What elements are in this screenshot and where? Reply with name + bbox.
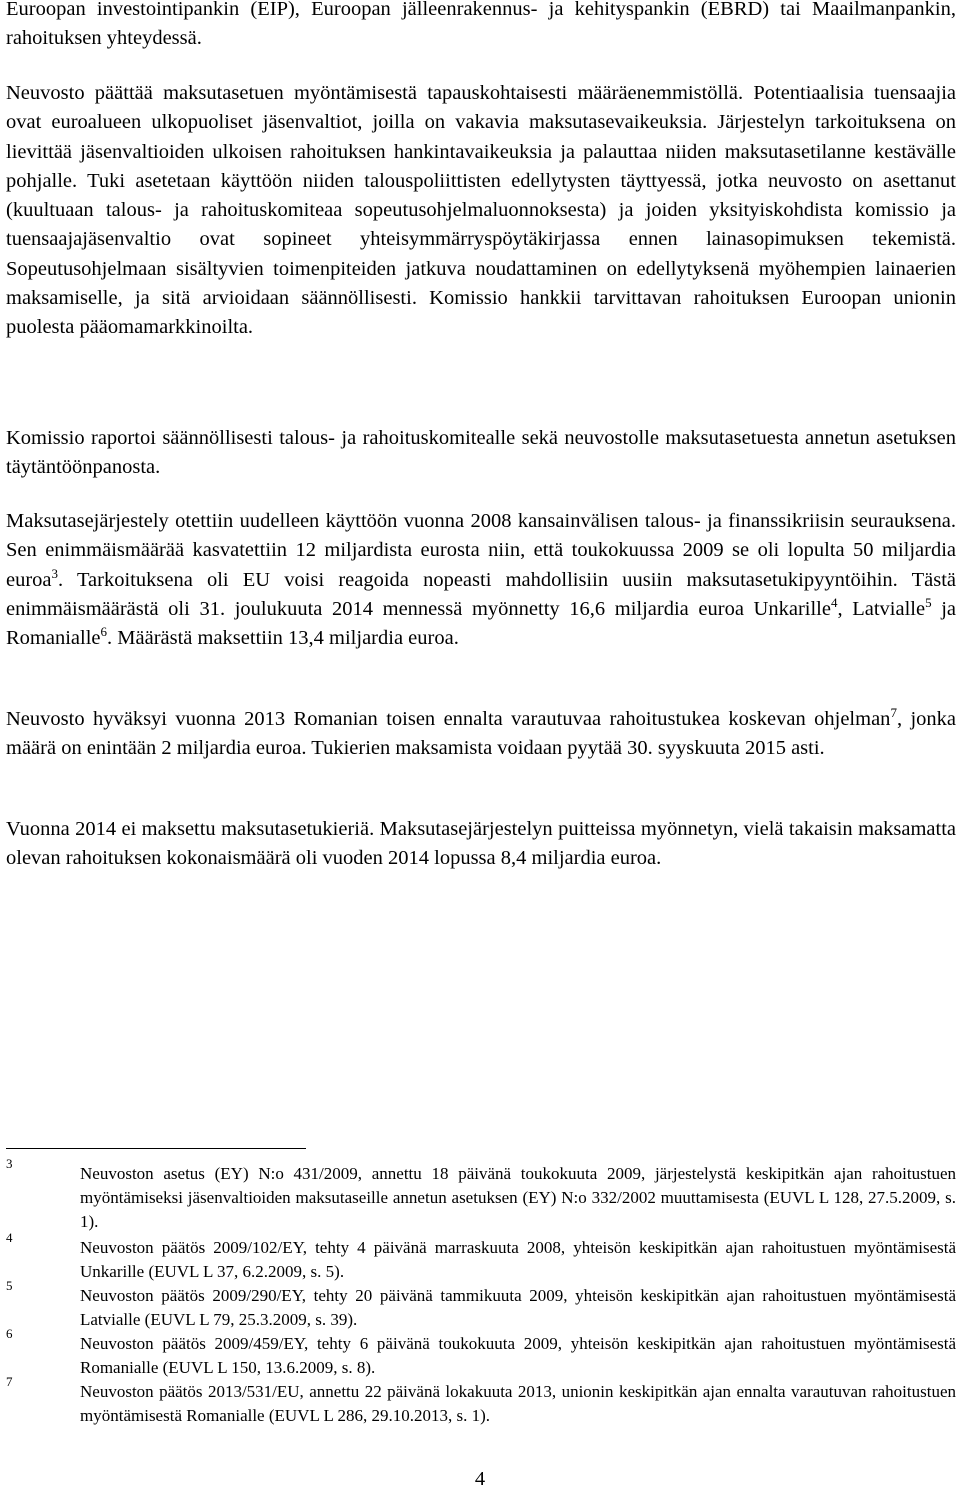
footnote-number: 4	[6, 1230, 13, 1245]
footnote-ref-6[interactable]: 6	[100, 624, 108, 640]
footnote-number: 5	[6, 1278, 13, 1293]
footnote-text: Neuvoston päätös 2013/531/EU, annettu 22 päivänä lokakuuta 2013, unionin keskipitkän ajan ennalta varautuvan rahoitustuen myöntämisestä Romanialle (EUVL L 286, 29.10.2013, s. 1).	[80, 1382, 956, 1425]
footnote-text: Neuvoston asetus (EY) N:o 431/2009, annettu 18 päivänä toukokuuta 2009, järjestelystä keskipitkän ajan rahoitustuen myöntämiseksi jäsenvaltioiden maksutaseille annetun asetuksen (EY) N:o 332/2002 muuttamisesta (EUVL L 128, 27.5.2009, s. 1).	[80, 1164, 956, 1231]
page-number: 4	[474, 1468, 486, 1490]
footnote-number: 3	[6, 1156, 13, 1171]
footnote-text: Neuvoston päätös 2009/290/EY, tehty 20 päivänä tammikuuta 2009, yhteisön keskipitkän ajan rahoitustuen myöntämisestä Latvialle (EUVL L 79, 25.3.2009, s. 39).	[80, 1286, 956, 1329]
paragraph-2014-summary: Vuonna 2014 ei maksettu maksutasetukieriä. Maksutasejärjestelyn puitteissa myönnetyn, vielä takaisin maksamatta olevan rahoituksen kokonaismäärä oli vuoden 2014 lopussa 8,4 miljardia euroa.	[6, 818, 956, 870]
footnote-ref-3[interactable]: 3	[51, 565, 59, 581]
footnote-text: Neuvoston päätös 2009/102/EY, tehty 4 päivänä marraskuuta 2008, yhteisön keskipitkän ajan rahoitustuen myöntämisestä Unkarille (EUVL L 37, 6.2.2009, s. 5).	[80, 1238, 956, 1281]
footnote-ref-4[interactable]: 4	[830, 595, 838, 611]
paragraph-text: , Latvialle	[837, 597, 926, 620]
footnote-number: 7	[6, 1374, 13, 1389]
paragraph-text: . Tarkoituksena oli EU voisi reagoida nopeasti mahdollisiin uusiin maksutasetukipyyntöihin. Tästä enimmäismäärästä oli 31. joulukuuta 2014 mennessä myönnetty 16,6 miljardia euroa Unkarille	[6, 568, 956, 620]
paragraph-text: Neuvosto hyväksyi vuonna 2013 Romanian toisen ennalta varautuvaa rahoitustukea koskevan ohjelman	[6, 708, 891, 730]
footnote-ref-5[interactable]: 5	[925, 595, 932, 611]
paragraph-text: , jonka määrä on enintään 2 miljardia euroa. Tukierien maksamista voidaan pyytää 30. syyskuuta 2015 asti.	[6, 708, 957, 760]
footnote-number: 6	[6, 1326, 13, 1341]
paragraph-romania-2013	[6, 705, 956, 764]
paragraph-text: ja Romanialle	[6, 597, 956, 650]
paragraph-commission-reporting: Komissio raportoi säännöllisesti talous- ja rahoituskomitealle sekä neuvostolle maksutasetuesta annetun asetuksen täytäntöönpanosta.	[6, 427, 956, 479]
paragraph-text: . Määrästä maksettiin 13,4 miljardia euroa.	[107, 627, 459, 650]
paragraph-2008-reactivation	[6, 507, 956, 653]
footnote-separator	[6, 1148, 306, 1149]
paragraph-text: Maksutasejärjestely otettiin uudelleen käyttöön vuonna 2008 kansainvälisen talous- ja finanssikriisin seurauksena. Sen enimmäismäärää kasvatettiin 12 miljardista eurosta niin, että toukokuussa 2009 se oli lopulta 50 miljardia euroa	[6, 510, 956, 591]
footnote-text: Neuvoston päätös 2009/459/EY, tehty 6 päivänä toukokuuta 2009, yhteisön keskipitkän ajan rahoitustuen myöntämisestä Romanialle (EUVL L 150, 13.6.2009, s. 8).	[80, 1334, 956, 1377]
paragraph-eib-funding: Euroopan investointipankin (EIP), Euroopan jälleenrakennus- ja kehityspankin (EBRD) tai Maailmanpankin, rahoituksen yhteydessä.	[6, 0, 956, 50]
paragraph-council-decision: Neuvosto päättää maksutasetuen myöntämisestä tapauskohtaisesti määräenemmistöllä. Potentiaalisia tuensaajia ovat euroalueen ulkopuoliset jäsenvaltiot, joilla on vakavia maksutasevaikeuksia. Järjestelyn tarkoituksena on lievittää jäsenvaltioiden ulkoisen rahoituksen hankintavaikeuksia ja palauttaa niiden maksutasetilanne kestävälle pohjalle. Tuki asetetaan käyttöön niiden talouspoliittisten edellytysten täyttyessä, jotka neuvosto on asettanut (kuultuaan talous- ja rahoituskomiteaa sopeutusohjelmaluonnoksesta) ja joiden yksityiskohdista komissio ja tuensaajajäsenvaltio ovat sopineet yhteisymmärryspöytäkirjassa ennen lainasopimuksen tekemistä. Sopeutusohjelmaan sisältyvien toimenpiteiden jatkuva noudattaminen on edellytyksenä myöhempien lainaerien maksamiselle, ja sitä arvioidaan säännöllisesti. Komissio hankkii tarvittavan rahoituksen Euroopan unionin puolesta pääomamarkkinoilta.	[6, 82, 956, 339]
footnote-ref-7[interactable]: 7	[890, 705, 897, 721]
